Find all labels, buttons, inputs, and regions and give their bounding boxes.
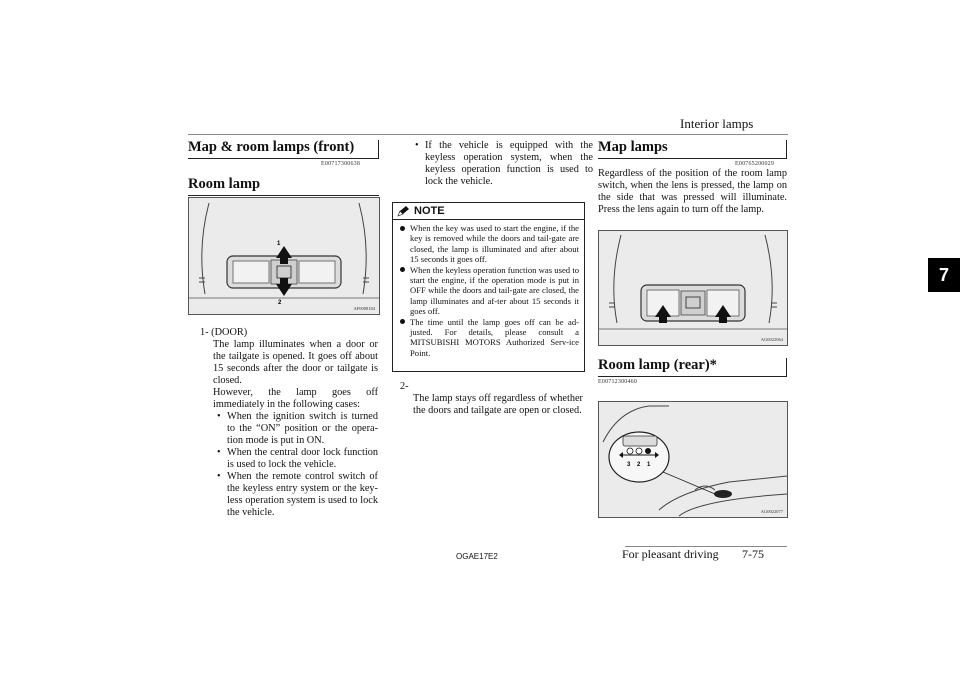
item-2-text: The lamp stays off regardless of whether the doors and tailgate are open or closed.	[413, 393, 583, 416]
room-lamp-rear-illustration	[599, 402, 787, 517]
figure-code: AF0008184	[353, 306, 375, 311]
map-lamps-illustration	[599, 231, 787, 345]
map-lamps-text: Regardless of the position of the room lamp switch, when the lens is pressed, the lamp on the side that was pressed will illuminate. Press the lens again to turn off the lamp.	[598, 168, 787, 215]
running-header: Interior lamps	[680, 116, 754, 131]
figure-label-2: 2	[278, 300, 282, 306]
figure-label-1: 1	[277, 241, 281, 247]
subsection-underline	[188, 195, 379, 196]
figure-room-lamp-rear	[598, 401, 788, 518]
room-lamp-illustration	[189, 198, 379, 314]
figure-label-3: 3	[627, 462, 631, 468]
section-title-map-room-front: Map & room lamps (front)	[188, 139, 355, 155]
list-item: • When the remote control switch of the keyless entry system or the key-less operation system is used to lock the vehicle.	[217, 471, 378, 519]
section-code: E00717300638	[321, 161, 361, 167]
section-title-map-lamps: Map lamps	[598, 139, 668, 155]
figure-label-2: 2	[637, 462, 641, 468]
item-1-label: 1- (DOOR)	[200, 327, 248, 338]
figure-code: AG0022077	[760, 509, 783, 514]
page-number: 7-75	[742, 547, 764, 561]
list-item: • When the ignition switch is turned to the “ON” position or the opera-tion mode is put in ON.	[217, 411, 378, 447]
section-title-underline	[598, 158, 787, 159]
section-title-cap	[786, 140, 787, 158]
note-header	[393, 203, 584, 220]
item-1-text: The lamp illuminates when a door or the tailgate is opened. It goes off about 15 seconds after the door or tailgate is closed.	[213, 339, 378, 386]
figure-label-1: 1	[647, 462, 651, 468]
section-title-cap	[378, 140, 379, 158]
section-title-underline	[188, 158, 379, 159]
section-title-underline	[598, 376, 787, 377]
item-2	[400, 381, 583, 417]
note-box	[392, 202, 585, 372]
section-code: E00712300460	[598, 379, 638, 385]
figure-map-lamps	[598, 230, 788, 346]
figure-room-lamp-front	[188, 197, 380, 315]
header-rule	[188, 134, 788, 135]
list-item: • When the central door lock function is used to lock the vehicle.	[217, 447, 378, 471]
section-title-cap	[786, 358, 787, 376]
subsection-title-room-lamp: Room lamp	[188, 176, 261, 192]
section-code: E00765200029	[735, 161, 775, 167]
note-item: When the keyless operation function was used to start the engine, if the operation mode is put in OFF while the doors and tail-gate are closed, the lamp illuminates and af-ter about 15 seconds it goes off.	[398, 265, 579, 317]
note-label: NOTE	[414, 205, 445, 217]
list-item-keyless: • If the vehicle is equipped with the keyless operation system, when the keyless operation function is used to lock the vehicle.	[415, 140, 593, 188]
item-1-text-2: However, the lamp goes off immediately in the following cases:	[213, 387, 378, 410]
note-pencil-icon	[397, 205, 410, 217]
figure-code: AG0022064	[760, 337, 783, 342]
chapter-tab: 7	[928, 258, 960, 292]
note-item: When the key was used to start the engine, if the key is removed while the doors and tail-gate are closed, the lamp is illuminated and after about 15 seconds it goes off.	[398, 223, 579, 265]
footer-section: For pleasant driving	[622, 547, 719, 561]
footer-code: OGAE17E2	[456, 552, 498, 561]
section-title-room-lamp-rear: Room lamp (rear)*	[598, 357, 717, 373]
note-item: The time until the lamp goes off can be ad-justed. For details, please consult a MITSUBISHI MOTORS Authorized Serv-ice Point.	[398, 317, 579, 359]
left-body-text	[200, 327, 378, 519]
item-2-label: 2-	[400, 381, 409, 392]
